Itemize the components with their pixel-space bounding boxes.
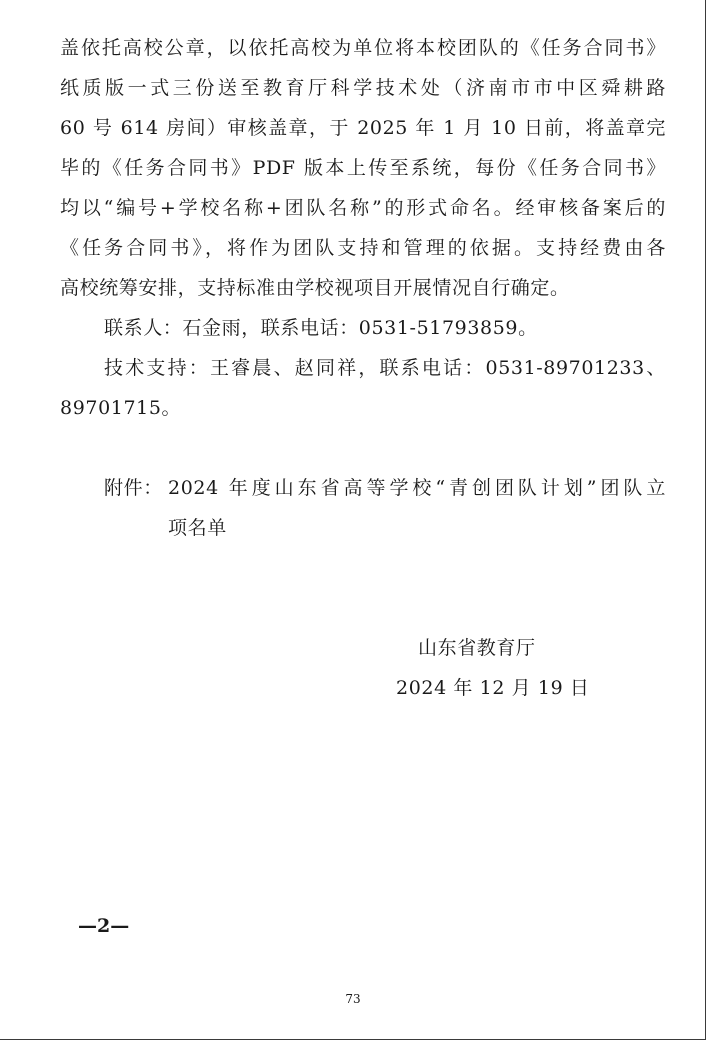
attachment-title-line-2: 项名单 [168,517,227,539]
page-number: 73 [345,992,361,1006]
issuing-organization: 山东省教育厅 [418,637,536,659]
body-line-5: 均以“编号+学校名称+团队名称”的形式命名。经审核备案后的 [60,197,666,219]
body-line-3: 60 号 614 房间）审核盖章，于 2025 年 1 月 10 日前，将盖章完 [60,117,666,139]
body-line-7: 高校统筹安排，支持标准由学校视项目开展情况自行确定。 [60,277,570,299]
body-line-6: 《任务合同书》，将作为团队支持和管理的依据。支持经费由各 [60,237,666,259]
attachment-title-line-1: 2024 年度山东省高等学校“青创团队计划”团队立 [168,477,666,499]
tech-support-line: 技术支持：王睿晨、赵同祥，联系电话：0531-89701233、 [104,357,666,379]
body-line-1: 盖依托高校公章，以依托高校为单位将本校团队的《任务合同书》 [60,37,666,59]
body-line-2: 纸质版一式三份送至教育厅科学技术处（济南市市中区舜耕路 [60,77,666,99]
tech-support-line-continued: 89701715。 [60,397,182,419]
contact-line: 联系人：石金雨，联系电话：0531-51793859。 [104,317,538,339]
attachment-label: 附件： [104,477,163,499]
page-marker: —2— [78,915,130,937]
issue-date: 2024 年 12 月 19 日 [396,677,590,699]
body-line-4: 毕的《任务合同书》PDF 版本上传至系统，每份《任务合同书》 [60,157,666,179]
